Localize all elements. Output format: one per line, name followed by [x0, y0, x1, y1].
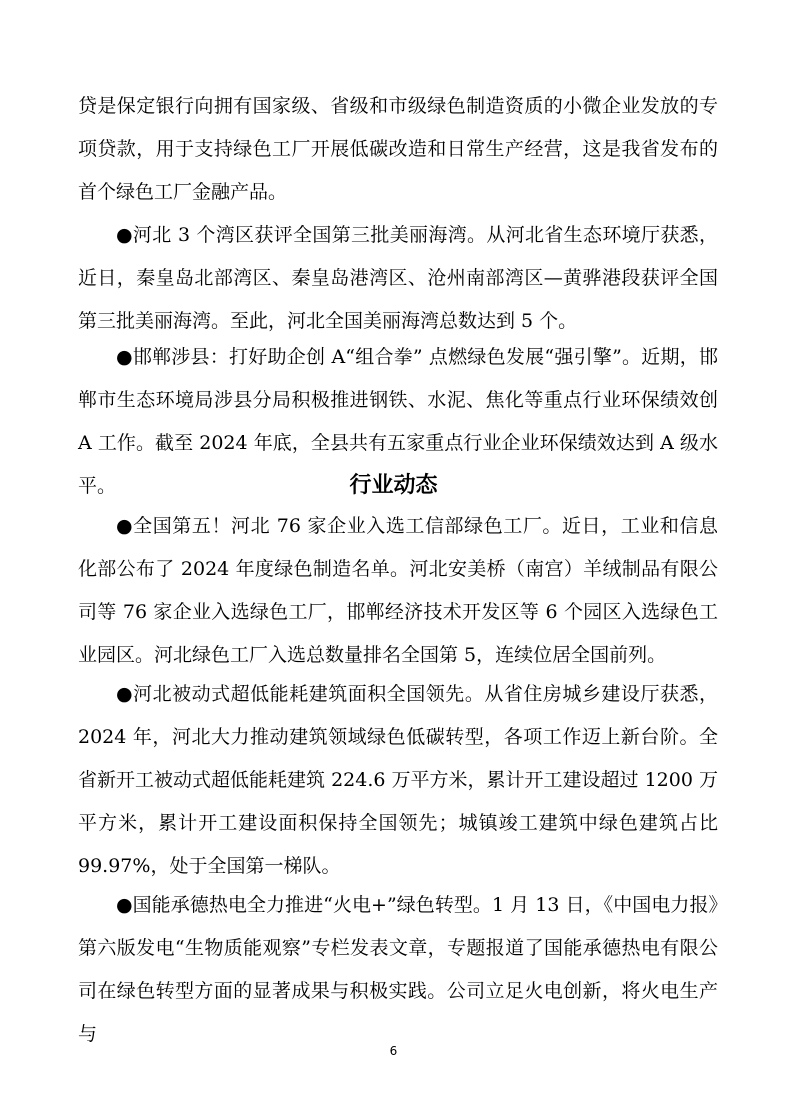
paragraph-chengde-thermal-power: ●国能承德热电全力推进“火电+”绿色转型。1 月 13 日，《中国电力报》第六版发电“生物质能观察”专栏发表文章，专题报道了国能承德热电有限公司在绿色转型方面的显著成果与积极实践。公司立足火电创新，将火电生产与 — [78, 894, 718, 1045]
paragraph-passive-buildings: ●河北被动式超低能耗建筑面积全国领先。从省住房城乡建设厅获悉，2024 年，河北大力推动建筑领域绿色低碳转型，各项工作迈上新台阶。全省新开工被动式超低能耗建筑 224.6 万平方米，累计开工建设超过 1200 万平方米，累计开工建设面积保持全国领先；城镇竣工建筑中绿色建筑占比 99.97%，处于全国第一梯队。 — [78, 683, 718, 877]
paragraph-green-factories-ranking: ●全国第五！河北 76 家企业入选工信部绿色工厂。近日，工业和信息化部公布了 2024 年度绿色制造名单。河北安美桥（南宫）羊绒制品有限公司等 76 家企业入选绿色工厂，邯郸经济技术开发区等 6 个园区入选绿色工业园区。河北绿色工厂入选总数量排名全国第 5，连续位居全国前列。 — [78, 515, 718, 666]
page-number: 6 — [389, 1044, 398, 1058]
paragraph-green-factory-loan: 贷是保定银行向拥有国家级、省级和市级绿色制造资质的小微企业发放的专项贷款，用于支持绿色工厂开展低碳改造和日常生产经营，这是我省发布的首个绿色工厂金融产品。 — [78, 95, 718, 203]
section-title: 行业动态 — [349, 473, 438, 498]
paragraph-beautiful-bays: ●河北 3 个湾区获评全国第三批美丽海湾。从河北省生态环境厅获悉，近日，秦皇岛北部湾区、秦皇岛港湾区、沧州南部湾区—黄骅港段获评全国第三批美丽海湾。至此，河北全国美丽海湾总数达到 5 个。 — [78, 224, 718, 332]
paragraph-shexian-eco: ●邯郸涉县：打好助企创 A“组合拳” 点燃绿色发展“强引擎”。近期，邯郸市生态环境局涉县分局积极推进钢铁、水泥、焦化等重点行业环保绩效创 A 工作。截至 2024 年底，全县共有五家重点行业企业环保绩效达到 A 级水平。 — [78, 346, 718, 497]
